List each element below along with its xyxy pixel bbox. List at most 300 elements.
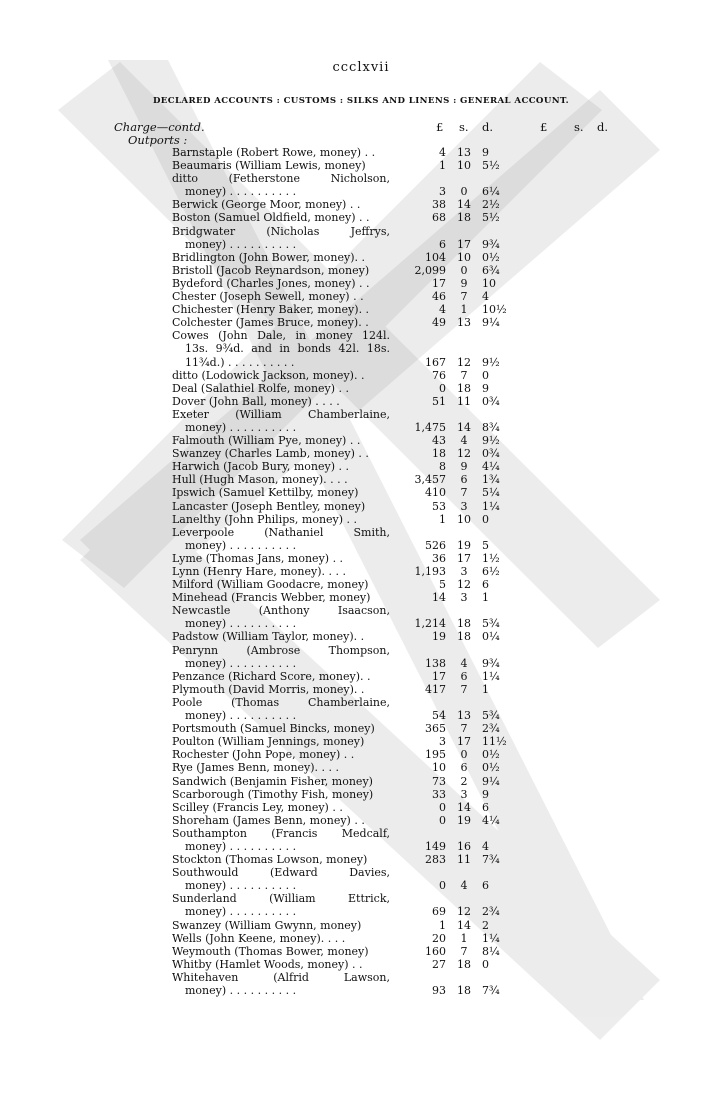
entry-line bbox=[0, 447, 722, 460]
ledger-entry bbox=[0, 277, 722, 290]
amount-shillings: 14 bbox=[457, 198, 471, 212]
entry-line bbox=[0, 159, 722, 172]
ledger-entry bbox=[0, 814, 722, 827]
entry-name: Scilley (Francis Ley, money) . . bbox=[172, 800, 343, 814]
entry-name: Padstow (William Taylor, money). . bbox=[172, 630, 365, 644]
amount-pounds: 14 bbox=[432, 591, 446, 605]
amount-pounds: 526 bbox=[425, 538, 446, 552]
entry-line bbox=[0, 486, 722, 499]
entry-line bbox=[0, 290, 722, 303]
amount-pence: 9½ bbox=[482, 355, 500, 369]
entry-name: Lanelthy (John Philips, money) . . bbox=[172, 512, 358, 526]
amount-pounds: 0 bbox=[439, 879, 446, 893]
entry-name: Lancaster (Joseph Bentley, money) bbox=[172, 499, 366, 513]
ledger-entry bbox=[0, 578, 722, 591]
amount-pence: 4 bbox=[482, 839, 489, 853]
amount-pence: 9¼ bbox=[482, 774, 500, 788]
entry-name: Harwich (Jacob Bury, money) . . bbox=[172, 460, 349, 474]
column-pence-2: d. bbox=[597, 120, 609, 134]
amount-pence: 8¾ bbox=[482, 420, 500, 434]
entry-line bbox=[0, 565, 722, 578]
amount-shillings: 13 bbox=[457, 316, 471, 330]
column-pounds-2: £ bbox=[540, 120, 548, 134]
ledger-entry bbox=[0, 447, 722, 460]
entry-name: Ipswich (Samuel Kettilby, money) bbox=[172, 486, 359, 500]
entry-name: Stockton (Thomas Lowson, money) bbox=[172, 853, 368, 867]
ledger-entry bbox=[0, 146, 722, 159]
amount-shillings: 3 bbox=[460, 499, 468, 513]
amount-pence: 0½ bbox=[482, 748, 500, 762]
ledger-entry bbox=[0, 722, 722, 735]
amount-pence: 1¼ bbox=[482, 931, 500, 945]
entry-line bbox=[0, 905, 722, 918]
entry-line bbox=[0, 500, 722, 513]
amount-pence: 9 bbox=[482, 787, 489, 801]
ledger-entry bbox=[0, 198, 722, 211]
amount-pence: 5¼ bbox=[482, 486, 500, 500]
entry-line bbox=[0, 945, 722, 958]
entry-line bbox=[0, 670, 722, 683]
entry-line bbox=[0, 513, 722, 526]
amount-pounds: 49 bbox=[432, 316, 446, 330]
entry-line bbox=[0, 369, 722, 382]
entry-continuation: money) . . . . . . . . . . bbox=[185, 839, 297, 853]
entry-name: Lynn (Henry Hare, money). . . . bbox=[172, 565, 346, 578]
ledger-entry bbox=[0, 683, 722, 696]
amount-pounds: 76 bbox=[432, 368, 446, 382]
entry-name: Falmouth (William Pye, money) . . bbox=[172, 434, 361, 448]
amount-shillings: 12 bbox=[457, 578, 471, 592]
entry-name: ditto (Lodowick Jackson, money). . bbox=[172, 368, 365, 382]
entry-name: Sandwich (Benjamin Fisher, money) bbox=[172, 774, 373, 788]
entry-line bbox=[0, 198, 722, 211]
amount-shillings: 4 bbox=[460, 656, 468, 670]
amount-shillings: 7 bbox=[460, 944, 468, 958]
amount-pence: 1 bbox=[482, 591, 489, 605]
amount-pounds: 68 bbox=[432, 211, 446, 225]
ledger-entry bbox=[0, 500, 722, 513]
entry-line bbox=[0, 853, 722, 866]
entry-line bbox=[0, 814, 722, 827]
entry-name: Whitehaven (Alfrid Lawson, bbox=[172, 970, 390, 984]
ledger-entry bbox=[0, 644, 722, 670]
amount-shillings: 7 bbox=[460, 290, 468, 304]
entry-line bbox=[0, 761, 722, 774]
amount-pence: 4 bbox=[482, 290, 489, 304]
amount-shillings: 11 bbox=[457, 853, 471, 867]
amount-pence: 7¾ bbox=[482, 853, 500, 867]
ledger-entry bbox=[0, 473, 722, 486]
entry-continuation: 11¾d.) . . . . . . . . . . bbox=[185, 355, 295, 369]
amount-pence: 9¾ bbox=[482, 237, 500, 251]
amount-pence: 11½ bbox=[482, 735, 507, 749]
amount-pounds: 0 bbox=[439, 800, 446, 814]
amount-shillings: 10 bbox=[457, 250, 471, 264]
ledger-entry bbox=[0, 172, 722, 198]
ledger-entry bbox=[0, 382, 722, 395]
amount-pounds: 365 bbox=[425, 722, 446, 736]
amount-pounds: 4 bbox=[439, 146, 446, 159]
amount-pence: 9 bbox=[482, 381, 489, 395]
amount-pounds: 149 bbox=[425, 839, 446, 853]
entry-line bbox=[0, 225, 722, 238]
amount-pence: 0½ bbox=[482, 761, 500, 775]
entry-line bbox=[0, 958, 722, 971]
amount-shillings: 6 bbox=[460, 473, 468, 487]
ledger-entry bbox=[0, 670, 722, 683]
entry-line bbox=[0, 264, 722, 277]
amount-shillings: 12 bbox=[457, 905, 471, 919]
amount-pounds: 36 bbox=[432, 551, 446, 565]
entry-name: Southwould (Edward Davies, bbox=[172, 866, 390, 880]
amount-shillings: 6 bbox=[460, 761, 468, 775]
entry-line bbox=[0, 709, 722, 722]
entry-line bbox=[0, 683, 722, 696]
amount-pence: 10½ bbox=[482, 303, 507, 317]
amount-shillings: 18 bbox=[457, 630, 471, 644]
entry-name: Exeter (William Chamberlaine, bbox=[172, 407, 390, 421]
amount-pence: 2 bbox=[482, 918, 489, 932]
running-header: DECLARED ACCOUNTS : CUSTOMS : SILKS AND LINENS : GENERAL ACCOUNT. bbox=[152, 96, 570, 106]
amount-pence: 0½ bbox=[482, 250, 500, 264]
amount-shillings: 18 bbox=[457, 984, 471, 997]
amount-pence: 0 bbox=[482, 512, 489, 526]
entry-line bbox=[0, 421, 722, 434]
entry-name: ditto (Fetherstone Nicholson, bbox=[172, 172, 390, 186]
ledger-entry bbox=[0, 591, 722, 604]
entry-continuation: money) . . . . . . . . . . bbox=[185, 905, 297, 919]
entry-name: Cowes (John Dale, in money 124l. bbox=[172, 329, 390, 343]
amount-shillings: 1 bbox=[460, 303, 468, 317]
amount-pounds: 3 bbox=[439, 185, 446, 199]
amount-pounds: 283 bbox=[425, 853, 446, 867]
amount-pence: 1¼ bbox=[482, 499, 500, 513]
amount-shillings: 0 bbox=[460, 185, 468, 199]
entry-continuation: money) . . . . . . . . . . bbox=[185, 656, 297, 670]
amount-shillings: 3 bbox=[460, 565, 468, 578]
entry-name: Rye (James Benn, money). . . . bbox=[172, 761, 340, 775]
ledger-entries bbox=[0, 146, 722, 997]
amount-pounds: 5 bbox=[439, 578, 446, 592]
entry-continuation: money) . . . . . . . . . . bbox=[185, 538, 297, 552]
entry-name: Poole (Thomas Chamberlaine, bbox=[172, 695, 390, 709]
entry-line bbox=[0, 526, 722, 539]
ledger-entry bbox=[0, 761, 722, 774]
entry-continuation: money) . . . . . . . . . . bbox=[185, 984, 297, 997]
amount-pounds: 3,457 bbox=[414, 473, 446, 487]
amount-pounds: 8 bbox=[439, 460, 446, 474]
entry-line bbox=[0, 617, 722, 630]
ledger-entry bbox=[0, 211, 722, 224]
amount-shillings: 17 bbox=[457, 551, 471, 565]
ledger-entry bbox=[0, 316, 722, 329]
ledger-entry bbox=[0, 369, 722, 382]
entry-line bbox=[0, 303, 722, 316]
amount-pounds: 73 bbox=[432, 774, 446, 788]
entry-continuation: money) . . . . . . . . . . bbox=[185, 420, 297, 434]
amount-pence: 5 bbox=[482, 538, 489, 552]
entry-line bbox=[0, 251, 722, 264]
amount-pounds: 17 bbox=[432, 276, 446, 290]
amount-pence: 1½ bbox=[482, 551, 500, 565]
ledger-entry bbox=[0, 945, 722, 958]
entry-line bbox=[0, 919, 722, 932]
ledger-entry bbox=[0, 919, 722, 932]
ledger-entry bbox=[0, 827, 722, 853]
entry-line bbox=[0, 892, 722, 905]
entry-name: Bridlington (John Bower, money). . bbox=[172, 250, 365, 264]
amount-pounds: 54 bbox=[432, 709, 446, 723]
amount-pence: 4¼ bbox=[482, 460, 500, 474]
amount-shillings: 12 bbox=[457, 447, 471, 461]
entry-name: Penzance (Richard Score, money). . bbox=[172, 669, 371, 683]
entry-line bbox=[0, 879, 722, 892]
amount-pounds: 138 bbox=[425, 656, 446, 670]
ledger-entry bbox=[0, 788, 722, 801]
amount-pounds: 27 bbox=[432, 957, 446, 971]
ledger-entry bbox=[0, 395, 722, 408]
amount-shillings: 14 bbox=[457, 918, 471, 932]
ledger-entry bbox=[0, 748, 722, 761]
amount-shillings: 3 bbox=[460, 787, 468, 801]
column-shillings-2: s. bbox=[574, 120, 584, 134]
amount-pence: 6½ bbox=[482, 565, 500, 578]
amount-shillings: 0 bbox=[460, 263, 468, 277]
amount-pounds: 18 bbox=[432, 447, 446, 461]
amount-pence: 0 bbox=[482, 957, 489, 971]
entry-name: Poulton (William Jennings, money) bbox=[172, 735, 365, 749]
entry-name: Colchester (James Bruce, money). . bbox=[172, 316, 369, 330]
ledger-entry bbox=[0, 329, 722, 368]
entry-line bbox=[0, 657, 722, 670]
entry-name: Bydeford (Charles Jones, money) . . bbox=[172, 276, 370, 290]
entry-name: Chichester (Henry Baker, money). . bbox=[172, 303, 370, 317]
entry-continuation: money) . . . . . . . . . . bbox=[185, 237, 297, 251]
ledger-entry bbox=[0, 486, 722, 499]
entry-name: Scarborough (Timothy Fish, money) bbox=[172, 787, 374, 801]
entry-line bbox=[0, 395, 722, 408]
amount-shillings: 11 bbox=[457, 394, 471, 408]
ledger-entry bbox=[0, 801, 722, 814]
entry-name: Boston (Samuel Oldfield, money) . . bbox=[172, 211, 370, 225]
amount-pence: 2¾ bbox=[482, 722, 500, 736]
ledger-entry bbox=[0, 696, 722, 722]
amount-shillings: 7 bbox=[460, 682, 468, 696]
entry-line bbox=[0, 748, 722, 761]
entry-name: Leverpoole (Nathaniel Smith, bbox=[172, 525, 390, 539]
entry-line bbox=[0, 840, 722, 853]
entry-line bbox=[0, 696, 722, 709]
entry-name: Hull (Hugh Mason, money). . . . bbox=[172, 473, 348, 487]
amount-shillings: 18 bbox=[457, 381, 471, 395]
amount-pence: 0¼ bbox=[482, 630, 500, 644]
entry-line bbox=[0, 591, 722, 604]
amount-shillings: 10 bbox=[457, 159, 471, 173]
entry-name: Southampton (Francis Medcalf, bbox=[172, 826, 390, 840]
amount-shillings: 19 bbox=[457, 538, 471, 552]
amount-pence: 6 bbox=[482, 578, 489, 592]
entry-continuation: money) . . . . . . . . . . bbox=[185, 709, 297, 723]
entry-line bbox=[0, 578, 722, 591]
entry-line bbox=[0, 630, 722, 643]
amount-shillings: 1 bbox=[460, 931, 468, 945]
entry-line bbox=[0, 316, 722, 329]
amount-pounds: 1 bbox=[439, 512, 446, 526]
ledger-entry bbox=[0, 604, 722, 630]
amount-shillings: 2 bbox=[460, 774, 468, 788]
ledger-entry bbox=[0, 526, 722, 552]
amount-pounds: 46 bbox=[432, 290, 446, 304]
amount-pounds: 1,475 bbox=[414, 420, 446, 434]
entry-line bbox=[0, 539, 722, 552]
amount-pounds: 410 bbox=[425, 486, 446, 500]
amount-pence: 9¾ bbox=[482, 656, 500, 670]
entry-line bbox=[0, 801, 722, 814]
amount-pence: 0¾ bbox=[482, 394, 500, 408]
column-shillings-1: s. bbox=[459, 120, 469, 134]
amount-pounds: 93 bbox=[432, 984, 446, 997]
entry-name: Penrynn (Ambrose Thompson, bbox=[172, 643, 390, 657]
amount-pounds: 43 bbox=[432, 434, 446, 448]
amount-pence: 1 bbox=[482, 682, 489, 696]
amount-pence: 10 bbox=[482, 276, 496, 290]
ledger-entry bbox=[0, 735, 722, 748]
entry-name: Deal (Salathiel Rolfe, money) . . bbox=[172, 381, 350, 395]
ledger-entry bbox=[0, 251, 722, 264]
column-pence-1: d. bbox=[482, 120, 494, 134]
entry-name: Weymouth (Thomas Bower, money) bbox=[172, 944, 369, 958]
entry-line bbox=[0, 866, 722, 879]
amount-shillings: 13 bbox=[457, 709, 471, 723]
entry-line bbox=[0, 146, 722, 159]
amount-pence: 5¾ bbox=[482, 617, 500, 631]
entry-line bbox=[0, 735, 722, 748]
amount-shillings: 14 bbox=[457, 420, 471, 434]
amount-shillings: 4 bbox=[460, 434, 468, 448]
entry-continuation: 13s. 9¾d. and in bonds 42l. 18s. bbox=[185, 342, 390, 356]
entry-line bbox=[0, 185, 722, 198]
amount-pounds: 4 bbox=[439, 303, 446, 317]
entry-line bbox=[0, 329, 722, 342]
ledger-entry bbox=[0, 552, 722, 565]
entry-name: Swanzey (William Gwynn, money) bbox=[172, 918, 362, 932]
amount-pounds: 0 bbox=[439, 381, 446, 395]
ledger-entry bbox=[0, 159, 722, 172]
amount-pounds: 6 bbox=[439, 237, 446, 251]
entry-line bbox=[0, 552, 722, 565]
page-number: ccclxvii bbox=[332, 60, 390, 75]
amount-shillings: 13 bbox=[457, 146, 471, 159]
entry-line bbox=[0, 984, 722, 997]
entry-name: Barnstaple (Robert Rowe, money) . . bbox=[172, 146, 376, 159]
entry-line bbox=[0, 172, 722, 185]
amount-pence: 0¾ bbox=[482, 447, 500, 461]
entry-name: Shoreham (James Benn, money) . . bbox=[172, 813, 365, 827]
entry-continuation: money) . . . . . . . . . . bbox=[185, 879, 297, 893]
amount-pounds: 2,099 bbox=[414, 263, 446, 277]
amount-shillings: 18 bbox=[457, 617, 471, 631]
ledger-entry bbox=[0, 290, 722, 303]
ledger-entry bbox=[0, 892, 722, 918]
amount-pence: 6 bbox=[482, 879, 489, 893]
amount-pence: 1¼ bbox=[482, 669, 500, 683]
ledger-entry bbox=[0, 630, 722, 643]
entry-line bbox=[0, 382, 722, 395]
amount-shillings: 4 bbox=[460, 879, 468, 893]
ledger-entry bbox=[0, 434, 722, 447]
ledger-entry bbox=[0, 225, 722, 251]
amount-pence: 6¾ bbox=[482, 263, 500, 277]
entry-name: Swanzey (Charles Lamb, money) . . bbox=[172, 447, 369, 461]
amount-pounds: 33 bbox=[432, 787, 446, 801]
amount-pounds: 19 bbox=[432, 630, 446, 644]
entry-name: Beaumaris (William Lewis, money) bbox=[172, 159, 366, 173]
amount-pence: 9¼ bbox=[482, 316, 500, 330]
amount-pounds: 51 bbox=[432, 394, 446, 408]
amount-shillings: 14 bbox=[457, 800, 471, 814]
amount-pounds: 38 bbox=[432, 198, 446, 212]
amount-shillings: 6 bbox=[460, 669, 468, 683]
ledger-entry bbox=[0, 460, 722, 473]
entry-name: Newcastle (Anthony Isaacson, bbox=[172, 604, 390, 618]
entry-name: Sunderland (William Ettrick, bbox=[172, 892, 390, 906]
amount-pounds: 53 bbox=[432, 499, 446, 513]
amount-shillings: 7 bbox=[460, 368, 468, 382]
entry-name: Berwick (George Moor, money) . . bbox=[172, 198, 361, 212]
entry-continuation: money) . . . . . . . . . . bbox=[185, 617, 297, 631]
amount-pounds: 195 bbox=[425, 748, 446, 762]
amount-pounds: 1 bbox=[439, 918, 446, 932]
entry-line bbox=[0, 788, 722, 801]
amount-pounds: 20 bbox=[432, 931, 446, 945]
entry-line bbox=[0, 211, 722, 224]
entry-line bbox=[0, 932, 722, 945]
amount-shillings: 7 bbox=[460, 722, 468, 736]
amount-shillings: 12 bbox=[457, 355, 471, 369]
amount-shillings: 9 bbox=[460, 276, 468, 290]
amount-pounds: 0 bbox=[439, 813, 446, 827]
entry-line bbox=[0, 277, 722, 290]
entry-line bbox=[0, 238, 722, 251]
ledger-entry bbox=[0, 853, 722, 866]
ledger-entry bbox=[0, 775, 722, 788]
amount-pence: 5¾ bbox=[482, 709, 500, 723]
ledger-entry bbox=[0, 513, 722, 526]
entry-line bbox=[0, 971, 722, 984]
entry-line bbox=[0, 473, 722, 486]
amount-shillings: 18 bbox=[457, 211, 471, 225]
ledger-entry bbox=[0, 958, 722, 971]
amount-shillings: 7 bbox=[460, 486, 468, 500]
entry-name: Dover (John Ball, money) . . . . bbox=[172, 394, 340, 408]
amount-pence: 8¼ bbox=[482, 944, 500, 958]
amount-pounds: 17 bbox=[432, 669, 446, 683]
amount-pounds: 10 bbox=[432, 761, 446, 775]
entry-name: Whitby (Hamlet Woods, money) . . bbox=[172, 957, 363, 971]
amount-pence: 0 bbox=[482, 368, 489, 382]
amount-pence: 9 bbox=[482, 146, 489, 159]
ledger-entry bbox=[0, 264, 722, 277]
entry-name: Bristoll (Jacob Reynardson, money) bbox=[172, 263, 370, 277]
entry-name: Minehead (Francis Webber, money) bbox=[172, 591, 371, 605]
amount-pounds: 104 bbox=[425, 250, 446, 264]
amount-shillings: 9 bbox=[460, 460, 468, 474]
entry-line bbox=[0, 342, 722, 355]
amount-pence: 6¼ bbox=[482, 185, 500, 199]
amount-pounds: 1 bbox=[439, 159, 446, 173]
column-pounds-1: £ bbox=[436, 120, 444, 134]
amount-shillings: 16 bbox=[457, 839, 471, 853]
